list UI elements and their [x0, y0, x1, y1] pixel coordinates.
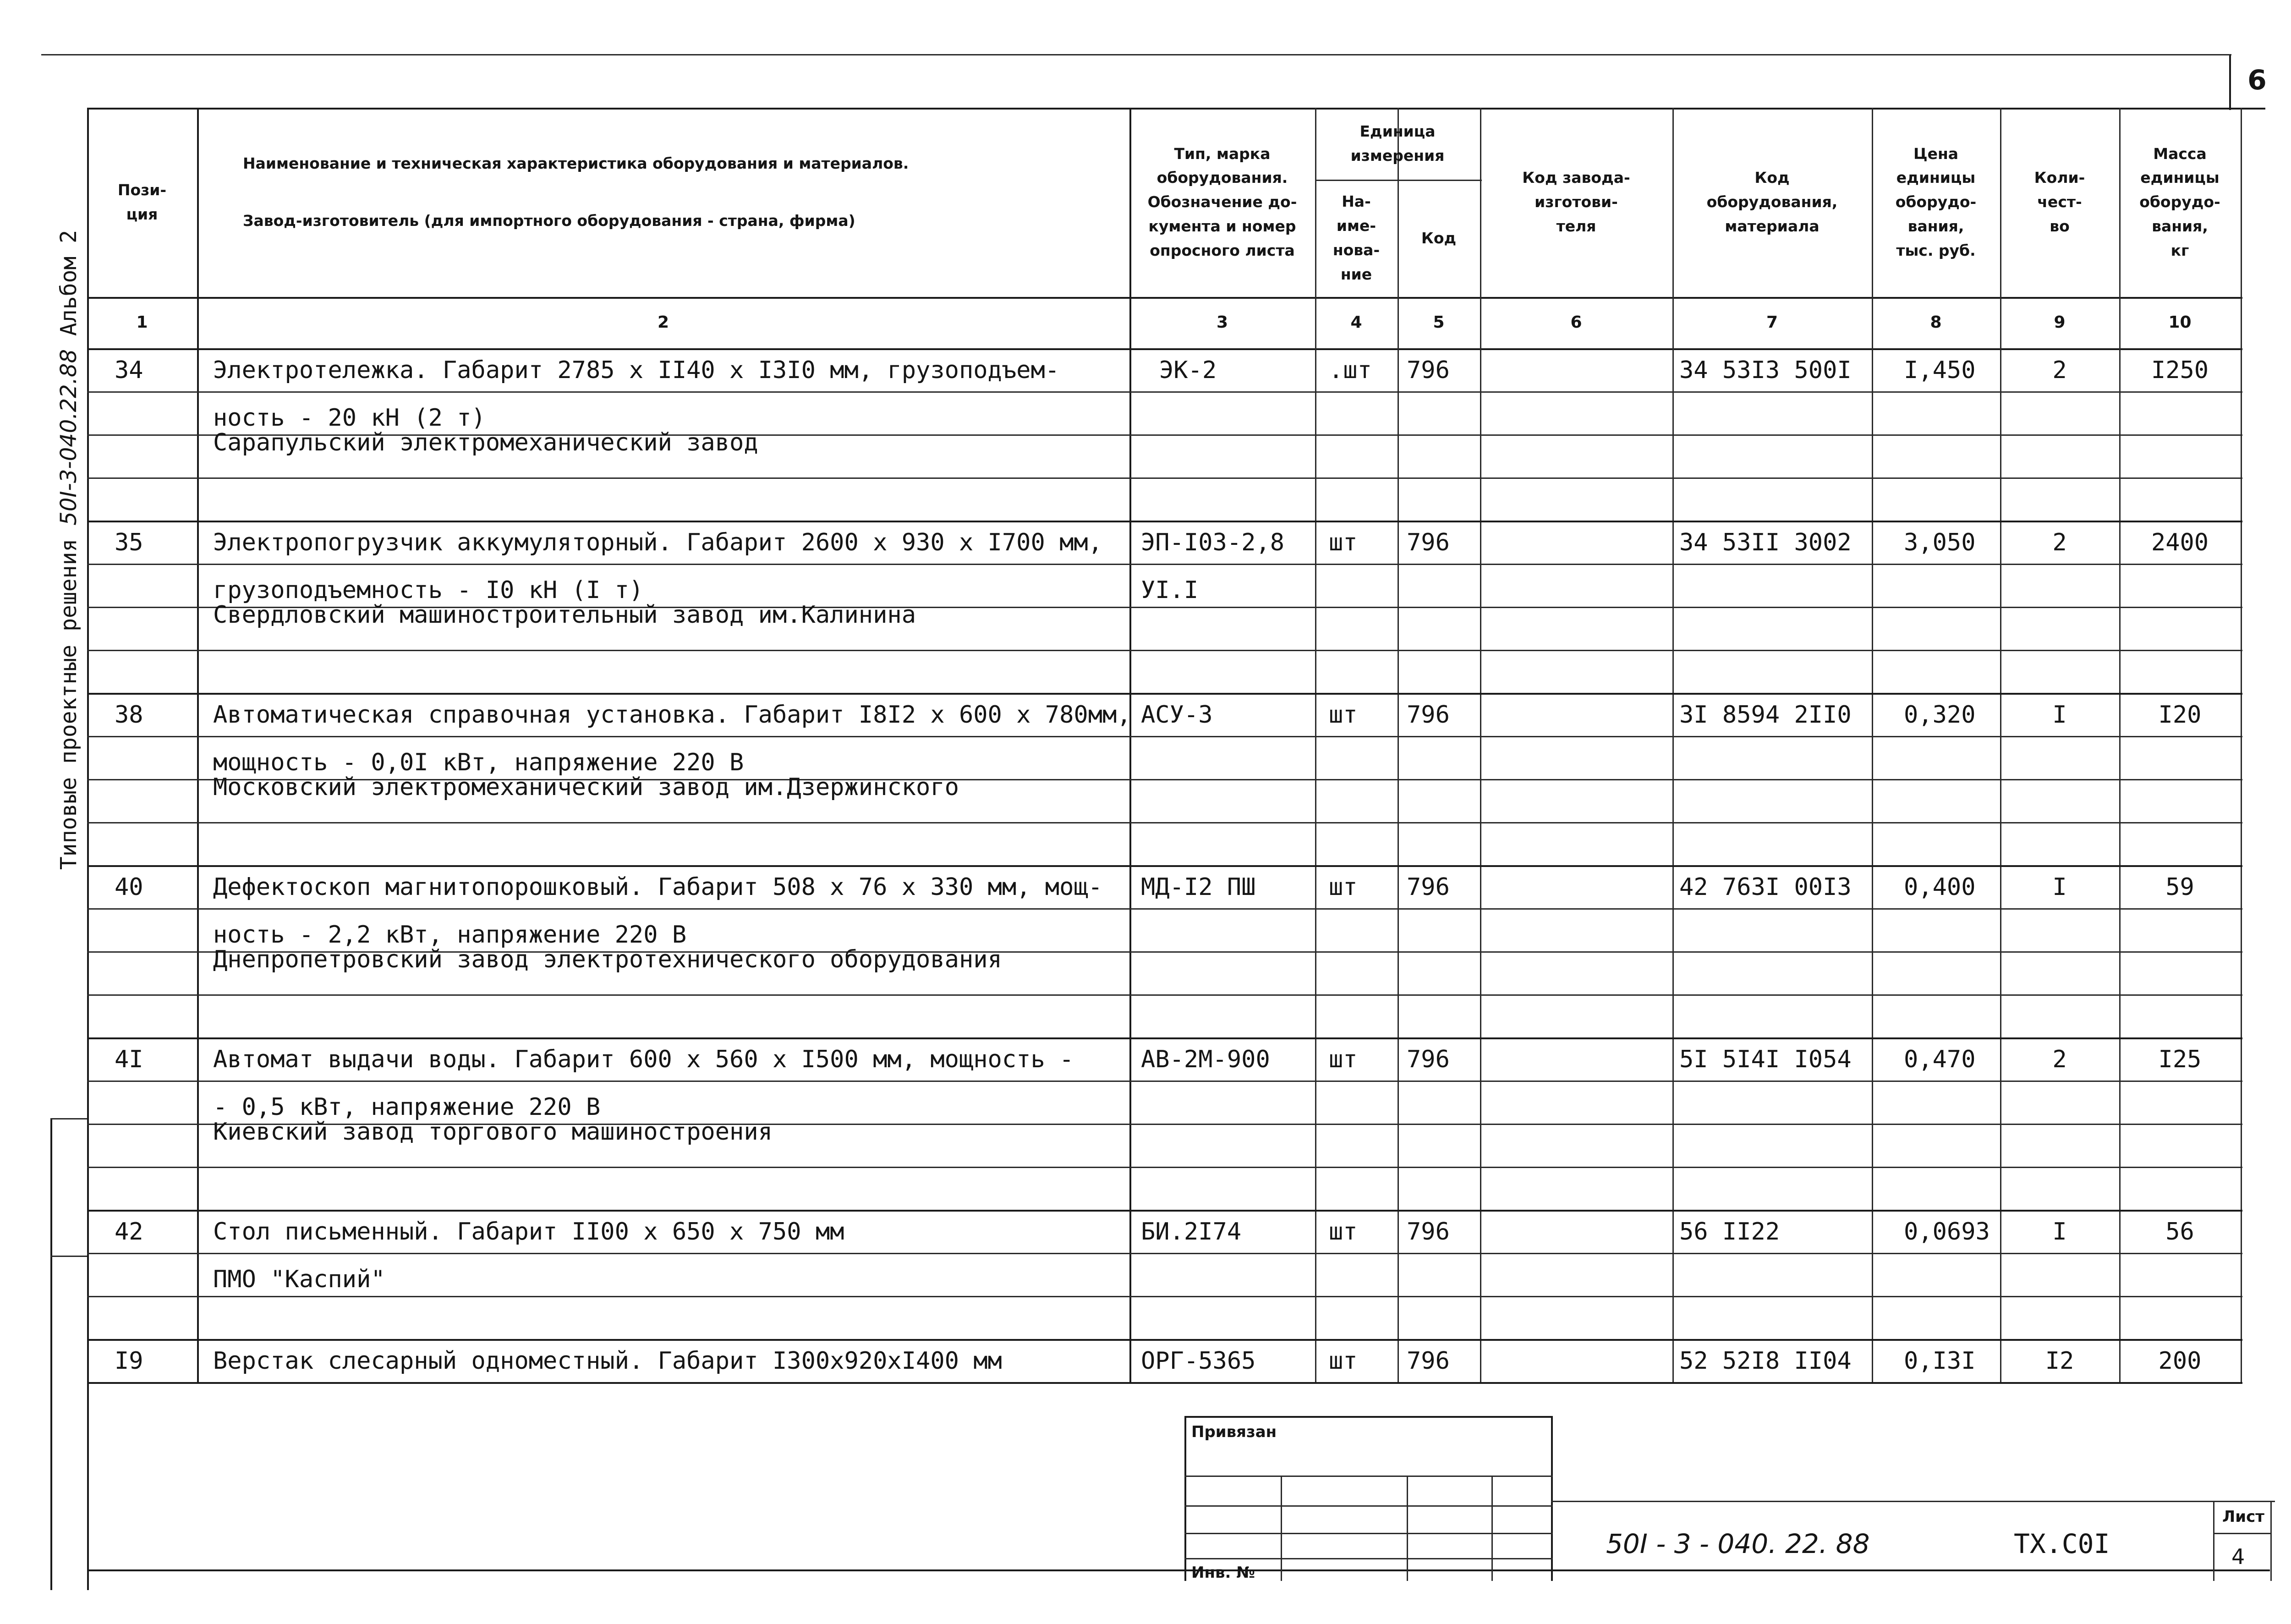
line-rule	[87, 564, 2242, 565]
item-description: ность - 2,2 кВт, напряжение 220 В	[213, 921, 687, 949]
position-number: I9	[115, 1347, 143, 1375]
column-number: 10	[2168, 313, 2192, 332]
unit-code: 796	[1407, 873, 1450, 901]
manufacturer: Киевский завод торгового машиностроения	[213, 1118, 773, 1146]
unit-mass: 200	[2158, 1347, 2202, 1375]
header-unit-code: Код	[1421, 229, 1457, 247]
type-brand: ОРГ-5365	[1141, 1347, 1256, 1375]
table-bottom-border	[87, 1569, 2270, 1571]
item-description: Верстак слесарный одноместный. Габарит I300х920хI400 мм	[213, 1347, 1002, 1375]
equipment-code: 3I 8594 2II0	[1679, 701, 1852, 729]
header-factory-code: Код завода- изготови- теля	[1522, 169, 1630, 235]
equipment-code: 42 763I 00I3	[1679, 873, 1852, 901]
stamp-left	[1184, 1416, 1186, 1581]
unit-mass: I20	[2158, 701, 2202, 729]
item-rule	[87, 1339, 2242, 1341]
top-rule	[41, 54, 2231, 55]
inv-label: Инв. №	[1191, 1564, 1255, 1582]
stamp-col-rule	[1491, 1476, 1493, 1581]
type-brand: МД-I2 ПШ	[1141, 873, 1256, 901]
unit-code: 796	[1407, 1218, 1450, 1245]
page-number-box-left	[2229, 55, 2231, 110]
column-number: 8	[1930, 313, 1942, 332]
side-caption-album: Альбом 2	[56, 230, 82, 336]
unit-name: шт	[1329, 529, 1358, 556]
stamp-doc-top	[1551, 1501, 2275, 1502]
type-brand: БИ.2I74	[1141, 1218, 1242, 1245]
item-description: мощность - 0,0I кВт, напряжение 220 В	[213, 749, 744, 776]
column-number: 5	[1433, 313, 1445, 332]
side-caption-label: Типовые проектные решения	[56, 538, 82, 870]
quantity: I2	[2045, 1347, 2074, 1375]
unit-price: 0,0693	[1904, 1218, 1990, 1245]
unit-mass: 2400	[2151, 529, 2209, 556]
approval-strip-top	[50, 1118, 89, 1119]
unit-price: 0,470	[1904, 1046, 1976, 1073]
item-rule	[87, 1037, 2242, 1039]
approval-strip-left	[50, 1118, 52, 1590]
unit-name: шт	[1329, 873, 1358, 901]
quantity: 2	[2052, 357, 2067, 384]
column-rule-10	[2241, 108, 2242, 1382]
column-number: 6	[1570, 313, 1582, 332]
unit-code: 796	[1407, 357, 1450, 384]
header-unit-group: Единица измерения	[1350, 122, 1445, 165]
quantity: 2	[2052, 529, 2067, 556]
unit-name: шт	[1329, 1046, 1358, 1073]
unit-price: 3,050	[1904, 529, 1976, 556]
position-number: 4I	[115, 1046, 143, 1073]
unit-price: 0,400	[1904, 873, 1976, 901]
equipment-code: 52 52I8 II04	[1679, 1347, 1852, 1375]
item-description: Автоматическая справочная установка. Габарит I8I2 х 600 х 780мм,	[213, 701, 1131, 729]
item-description: Стол письменный. Габарит II00 х 650 х 750 мм	[213, 1218, 844, 1245]
unit-price: I,450	[1904, 357, 1976, 384]
sheet-number: 4	[2231, 1544, 2245, 1569]
sheet-box-right	[2270, 1501, 2272, 1581]
item-description: Электропогрузчик аккумуляторный. Габарит 2600 х 930 х I700 мм,	[213, 529, 1103, 556]
item-description: Дефектоскоп магнитопорошковый. Габарит 508 х 76 х 330 мм, мощ-	[213, 873, 1103, 901]
header-quantity: Коли- чест- во	[2034, 169, 2085, 235]
item-description: ПМО "Каспий"	[213, 1266, 385, 1293]
header-name-line2: Завод-изготовитель (для импортного оборудования - страна, фирма)	[243, 212, 855, 230]
line-rule	[87, 736, 2242, 737]
type-brand: АВ-2М-900	[1141, 1046, 1270, 1073]
item-description: грузоподъемность - I0 кН (I т)	[213, 576, 644, 604]
side-caption-number: 50I-3-040.22.88	[56, 349, 82, 526]
stamp-row-rule	[1184, 1533, 1553, 1534]
quantity: 2	[2052, 1046, 2067, 1073]
sheet-label: Лист	[2222, 1508, 2264, 1526]
quantity: I	[2052, 1218, 2067, 1245]
header-price: Цена единицы оборудо- вания, тыс. руб.	[1895, 144, 1977, 259]
manufacturer: Днепропетровский завод электротехнического оборудования	[213, 946, 1002, 973]
unit-mass: 56	[2165, 1218, 2194, 1245]
manufacturer: Московский электромеханический завод им.Дзержинского	[213, 774, 959, 801]
line-rule	[87, 391, 2242, 393]
quantity: I	[2052, 701, 2067, 729]
document-number: 50I - 3 - 040. 22. 88	[1606, 1528, 1870, 1559]
position-number: 34	[115, 357, 143, 384]
item-rule	[87, 521, 2242, 522]
item-description: ность - 20 кН (2 т)	[213, 404, 486, 432]
line-rule	[87, 650, 2242, 651]
line-rule	[87, 477, 2242, 479]
type-brand: ЭК-2	[1159, 357, 1217, 384]
quantity: I	[2052, 873, 2067, 901]
position-number: 35	[115, 529, 143, 556]
line-rule	[87, 1296, 2242, 1297]
equipment-code: 56 II22	[1679, 1218, 1780, 1245]
column-number: 9	[2054, 313, 2066, 332]
unit-code: 796	[1407, 701, 1450, 729]
manufacturer: Свердловский машиностроительный завод им.Калинина	[213, 601, 916, 629]
stamp-col-rule	[1407, 1476, 1408, 1581]
column-number: 7	[1766, 313, 1778, 332]
unit-code: 796	[1407, 529, 1450, 556]
item-rule	[87, 693, 2242, 695]
approval-strip-divider	[50, 1256, 89, 1257]
column-number: 2	[657, 313, 669, 332]
item-description: Автомат выдачи воды. Габарит 600 х 560 х I500 мм, мощность -	[213, 1046, 1074, 1073]
header-unit-name: На- име- нова- ние	[1332, 192, 1380, 283]
item-rule	[87, 1210, 2242, 1212]
stamp-right	[1551, 1416, 1553, 1581]
manufacturer: Сарапульский электромеханический завод	[213, 429, 758, 456]
column-number: 1	[136, 313, 148, 332]
line-rule	[87, 1167, 2242, 1168]
document-code: ТХ.С0I	[2014, 1528, 2110, 1559]
line-rule	[87, 994, 2242, 996]
equipment-code: 34 53I3 500I	[1679, 357, 1852, 384]
line-rule	[87, 908, 2242, 910]
stamp-col-rule	[1281, 1476, 1282, 1581]
bound-label: Привязан	[1191, 1423, 1277, 1441]
stamp-top	[1184, 1416, 1553, 1418]
line-rule	[87, 822, 2242, 823]
header-equipment-code: Код оборудования, материала	[1706, 169, 1838, 235]
stamp-row-rule	[1184, 1476, 1553, 1477]
unit-code: 796	[1407, 1046, 1450, 1073]
item-rule	[87, 865, 2242, 867]
column-rule-4	[1398, 180, 1399, 1382]
unit-price: 0,320	[1904, 701, 1976, 729]
column-number: 3	[1216, 313, 1228, 332]
type-brand: УI.I	[1141, 576, 1199, 604]
position-number: 42	[115, 1218, 143, 1245]
unit-mass: I25	[2158, 1046, 2202, 1073]
unit-name: .шт	[1329, 357, 1372, 384]
item-description: Электротележка. Габарит 2785 х II40 х I3I0 мм, грузоподъем-	[213, 357, 1060, 384]
column-number-rule	[87, 348, 2242, 350]
sheet-box-divider	[2213, 1533, 2272, 1534]
header-name-block	[243, 135, 1084, 250]
header-name-line1: Наименование и техническая характеристика оборудования и материалов.	[243, 154, 909, 173]
unit-mass: 59	[2165, 873, 2194, 901]
position-number: 38	[115, 701, 143, 729]
unit-name: шт	[1329, 1347, 1358, 1375]
column-number: 4	[1350, 313, 1362, 332]
unit-mass: I250	[2151, 357, 2209, 384]
unit-name: шт	[1329, 1218, 1358, 1245]
item-description: - 0,5 кВт, напряжение 220 В	[213, 1093, 601, 1121]
header-mass: Масса единицы оборудо- вания, кг	[2139, 144, 2220, 259]
unit-code: 796	[1407, 1347, 1450, 1375]
item-rule	[87, 1382, 2242, 1384]
stamp-row-rule	[1184, 1558, 1553, 1559]
header-type: Тип, марка оборудования. Обозначение до- кумента и номер опросного листа	[1147, 144, 1297, 259]
stamp-row-rule	[1184, 1505, 1553, 1507]
header-position: Пози- ция	[117, 181, 167, 223]
type-brand: АСУ-3	[1141, 701, 1213, 729]
unit-price: 0,I3I	[1904, 1347, 1976, 1375]
equipment-code: 34 53II 3002	[1679, 529, 1852, 556]
line-rule	[87, 1253, 2242, 1254]
equipment-code: 5I 5I4I I054	[1679, 1046, 1852, 1073]
side-caption	[56, 230, 82, 870]
line-rule	[87, 1081, 2242, 1082]
type-brand: ЭП-I03-2,8	[1141, 529, 1285, 556]
position-number: 40	[115, 873, 143, 901]
page-number: 6	[2247, 64, 2267, 96]
sheet-box-left	[2213, 1501, 2214, 1581]
unit-name: шт	[1329, 701, 1358, 729]
